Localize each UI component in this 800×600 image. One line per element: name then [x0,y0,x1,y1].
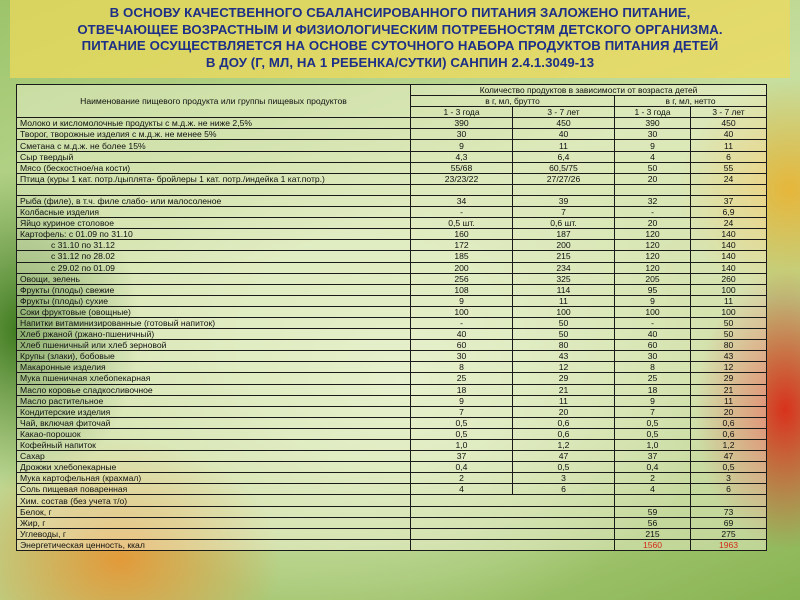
value-cell: 0,5 [411,428,513,439]
value-cell: 390 [615,118,691,129]
table-row [17,195,767,206]
title-line-1: В ОСНОВУ КАЧЕСТВЕННОГО СБАЛАНСИРОВАННОГО ПИТАНИЯ ЗАЛОЖЕНО ПИТАНИЕ, [109,5,691,20]
table-row [17,495,767,506]
value-cell: 20 [615,218,691,229]
value-cell: 18 [615,384,691,395]
table-row [17,262,767,273]
value-cell: 43 [691,351,767,362]
value-cell: 4 [615,151,691,162]
table-row [17,362,767,373]
product-name-cell: Какао-порошок [17,428,411,439]
product-name-cell: Молоко и кисломолочные продукты с м.д.ж. не ниже 2,5% [17,118,411,129]
value-cell: 47 [513,451,615,462]
value-cell: 11 [691,395,767,406]
product-name-cell: Сыр твердый [17,151,411,162]
table-row [17,162,767,173]
table-row [17,151,767,162]
table-row [17,451,767,462]
product-name-cell: Чай, включая фиточай [17,417,411,428]
value-cell: 0,5 шт. [411,218,513,229]
value-cell: 140 [691,262,767,273]
value-cell: 325 [513,273,615,284]
value-cell: 30 [411,129,513,140]
value-cell: 450 [513,118,615,129]
table-row [17,184,767,195]
value-cell: 450 [691,118,767,129]
value-cell: 2 [411,473,513,484]
value-cell: - [615,317,691,328]
value-cell: 0,5 [411,417,513,428]
value-cell: 25 [411,373,513,384]
product-name-cell: Фрукты (плоды) сухие [17,295,411,306]
value-cell: 260 [691,273,767,284]
empty-cell [615,495,691,506]
value-cell: 0,6 [513,417,615,428]
table-row [17,373,767,384]
product-name-cell: Птица (куры 1 кат. потр./цыплята- бройлеры 1 кат. потр./индейка 1 кат.потр.) [17,173,411,184]
product-name-cell: Мука картофельная (крахмал) [17,473,411,484]
value-cell: 6,9 [691,207,767,218]
value-cell: 11 [691,140,767,151]
product-name-cell: Творог, творожные изделия с м.д.ж. не менее 5% [17,129,411,140]
value-cell: 50 [615,162,691,173]
table-row [17,395,767,406]
value-cell: 29 [691,373,767,384]
value-cell: 95 [615,284,691,295]
value-cell: 4 [615,484,691,495]
product-name-cell: Напитки витаминизированные (готовый напиток) [17,317,411,328]
value-cell: - [411,317,513,328]
food-norms-table [16,84,767,551]
value-cell: 11 [691,295,767,306]
nutrient-value-cell: 1560 [615,539,691,550]
value-cell: 39 [513,195,615,206]
value-cell: 200 [411,262,513,273]
table-row [17,295,767,306]
value-cell: 9 [615,395,691,406]
value-cell [691,184,767,195]
value-cell: 2 [615,473,691,484]
nutrient-name-cell: Жир, г [17,517,411,528]
table-row [17,218,767,229]
value-cell: 0,6 [513,428,615,439]
value-cell: 30 [411,351,513,362]
table-row [17,129,767,140]
value-cell: 50 [691,317,767,328]
table-row [17,351,767,362]
value-cell: 1,0 [615,440,691,451]
value-cell: 21 [513,384,615,395]
value-cell: 120 [615,229,691,240]
value-cell: 8 [411,362,513,373]
table-row [17,140,767,151]
table-row [17,384,767,395]
value-cell: - [615,207,691,218]
value-cell: 100 [513,306,615,317]
value-cell: 100 [411,306,513,317]
value-cell [513,184,615,195]
value-cell: 25 [615,373,691,384]
nutrient-value-cell: 56 [615,517,691,528]
product-name-cell: Дрожжи хлебопекарные [17,462,411,473]
value-cell: 1,2 [513,440,615,451]
nutrient-name-cell: Белок, г [17,506,411,517]
table-row [17,284,767,295]
value-cell: 6 [691,151,767,162]
value-cell: 100 [691,284,767,295]
value-cell: 40 [411,329,513,340]
value-cell: 12 [513,362,615,373]
empty-cell [411,506,615,517]
value-cell: 12 [691,362,767,373]
value-cell: 8 [615,362,691,373]
value-cell: 100 [615,306,691,317]
product-name-cell: Овощи, зелень [17,273,411,284]
value-cell: 0,6 шт. [513,218,615,229]
value-cell: 29 [513,373,615,384]
value-cell: 11 [513,395,615,406]
table-row [17,440,767,451]
value-cell: 3 [513,473,615,484]
value-cell: 7 [411,406,513,417]
value-cell: 1,0 [411,440,513,451]
value-cell: 9 [411,295,513,306]
nutrient-value-cell: 73 [691,506,767,517]
value-cell: 256 [411,273,513,284]
value-cell: 7 [615,406,691,417]
value-cell: 37 [411,451,513,462]
title-banner [10,0,790,78]
value-cell: 24 [691,173,767,184]
value-cell: 20 [615,173,691,184]
value-cell: 40 [615,329,691,340]
empty-cell [691,495,767,506]
value-cell: 55/68 [411,162,513,173]
empty-cell [411,517,615,528]
value-cell: 200 [513,240,615,251]
table-row [17,207,767,218]
value-cell: 0,5 [513,462,615,473]
value-cell: 40 [691,129,767,140]
nutrient-value-cell: 1963 [691,539,767,550]
value-cell: 24 [691,218,767,229]
product-name-cell: Соки фруктовые (овощные) [17,306,411,317]
product-name-cell: Крупы (злаки), бобовые [17,351,411,362]
page-title [10,0,790,71]
table-row [17,173,767,184]
value-cell: 6 [691,484,767,495]
empty-cell [411,528,615,539]
product-name-cell: с 31.10 по 31.12 [17,240,411,251]
table-row [17,317,767,328]
value-cell: 140 [691,251,767,262]
table-row [17,251,767,262]
value-cell: 0,6 [691,428,767,439]
value-cell: 0,4 [615,462,691,473]
product-name-cell: Картофель: с 01.09 по 31.10 [17,229,411,240]
value-cell: 205 [615,273,691,284]
value-cell: 7 [513,207,615,218]
value-cell: 50 [691,329,767,340]
value-cell: 21 [691,384,767,395]
header-net: в г, мл, нетто [615,96,767,107]
value-cell: 40 [513,129,615,140]
value-cell: 9 [411,140,513,151]
value-cell: 30 [615,129,691,140]
table-row [17,484,767,495]
header-net-3-7: 3 - 7 лет [691,107,767,118]
header-gross-1-3: 1 - 3 года [411,107,513,118]
product-name-cell: Сметана с м.д.ж. не более 15% [17,140,411,151]
value-cell: 11 [513,295,615,306]
value-cell: 3 [691,473,767,484]
product-name-cell: Яйцо куриное столовое [17,218,411,229]
nutrient-value-cell: 275 [691,528,767,539]
product-name-cell: Хлеб ржаной (ржано-пшеничный) [17,329,411,340]
value-cell: 43 [513,351,615,362]
table-row [17,340,767,351]
product-name-cell: Кофейный напиток [17,440,411,451]
value-cell: 47 [691,451,767,462]
value-cell: 37 [615,451,691,462]
value-cell: 11 [513,140,615,151]
product-name-cell: Мука пшеничная хлебопекарная [17,373,411,384]
value-cell: 20 [691,406,767,417]
header-net-1-3: 1 - 3 года [615,107,691,118]
header-gross: в г, мл, брутто [411,96,615,107]
value-cell: 20 [513,406,615,417]
value-cell: 37 [691,195,767,206]
value-cell: 50 [513,317,615,328]
value-cell: 140 [691,229,767,240]
value-cell: 160 [411,229,513,240]
value-cell: 0,5 [691,462,767,473]
nutrient-name-cell: Энергетическая ценность, ккал [17,539,411,550]
title-line-3: ПИТАНИЕ ОСУЩЕСТВЛЯЕТСЯ НА ОСНОВЕ СУТОЧНОГО НАБОРА ПРОДУКТОВ ПИТАНИЯ ДЕТЕЙ [81,38,719,53]
product-name-cell: Масло коровье сладкосливочное [17,384,411,395]
table-row [17,229,767,240]
table-row [17,473,767,484]
nutrient-value-cell: 59 [615,506,691,517]
value-cell: 100 [691,306,767,317]
table-row [17,539,767,550]
header-quantity: Количество продуктов в зависимости от возраста детей [411,85,767,96]
value-cell: 0,4 [411,462,513,473]
table-row [17,517,767,528]
value-cell [411,184,513,195]
value-cell: 120 [615,251,691,262]
value-cell: 34 [411,195,513,206]
value-cell: 390 [411,118,513,129]
value-cell: 27/27/26 [513,173,615,184]
value-cell: 32 [615,195,691,206]
product-name-cell: Макаронные изделия [17,362,411,373]
table-row [17,462,767,473]
value-cell: 60 [411,340,513,351]
value-cell: 60 [615,340,691,351]
value-cell [615,184,691,195]
value-cell: 0,5 [615,417,691,428]
value-cell: 234 [513,262,615,273]
value-cell: 215 [513,251,615,262]
nutrient-name-cell: Углеводы, г [17,528,411,539]
value-cell: 120 [615,262,691,273]
value-cell: 140 [691,240,767,251]
table-row [17,417,767,428]
product-name-cell: с 29.02 по 01.09 [17,262,411,273]
value-cell: - [411,207,513,218]
table-row [17,118,767,129]
table-row [17,273,767,284]
product-name-cell: Кондитерские изделия [17,406,411,417]
title-line-4: В ДОУ (Г, МЛ, НА 1 РЕБЕНКА/СУТКИ) САНПИН 2.4.1.3049-13 [205,54,595,70]
value-cell: 50 [513,329,615,340]
value-cell: 18 [411,384,513,395]
table-row [17,240,767,251]
product-name-cell: Рыба (филе), в т.ч. филе слабо- или малосоленое [17,195,411,206]
product-name-cell: Сахар [17,451,411,462]
chem-section-title: Хим. состав (без учета т/о) [17,495,411,506]
value-cell: 187 [513,229,615,240]
product-name-cell [17,184,411,195]
value-cell: 9 [411,395,513,406]
value-cell: 6,4 [513,151,615,162]
value-cell: 1,2 [691,440,767,451]
value-cell: 60,5/75 [513,162,615,173]
value-cell: 55 [691,162,767,173]
value-cell: 9 [615,140,691,151]
product-name-cell: Масло растительное [17,395,411,406]
nutrient-value-cell: 215 [615,528,691,539]
value-cell: 0,5 [615,428,691,439]
value-cell: 80 [513,340,615,351]
product-name-cell: Колбасные изделия [17,207,411,218]
nutrient-value-cell: 69 [691,517,767,528]
header-gross-3-7: 3 - 7 лет [513,107,615,118]
title-line-2: ОТВЕЧАЮЩЕЕ ВОЗРАСТНЫМ И ФИЗИОЛОГИЧЕСКИМ ПОТРЕБНОСТЯМ ДЕТСКОГО ОРГАНИЗМА. [77,21,723,37]
table-row [17,306,767,317]
value-cell: 114 [513,284,615,295]
product-name-cell: Хлеб пшеничный или хлеб зерновой [17,340,411,351]
header-product-name: Наименование пищевого продукта или группы пищевых продуктов [17,85,411,118]
value-cell: 23/23/22 [411,173,513,184]
empty-cell [411,495,615,506]
value-cell: 6 [513,484,615,495]
value-cell: 80 [691,340,767,351]
table-row [17,406,767,417]
product-name-cell: Соль пищевая поваренная [17,484,411,495]
table-row [17,329,767,340]
value-cell: 4 [411,484,513,495]
table-row [17,528,767,539]
value-cell: 172 [411,240,513,251]
value-cell: 108 [411,284,513,295]
value-cell: 9 [615,295,691,306]
product-name-cell: с 31.12 по 28.02 [17,251,411,262]
table-row [17,506,767,517]
product-name-cell: Мясо (бескостное/на кости) [17,162,411,173]
value-cell: 30 [615,351,691,362]
empty-cell [411,539,615,550]
value-cell: 185 [411,251,513,262]
product-name-cell: Фрукты (плоды) свежие [17,284,411,295]
value-cell: 0,6 [691,417,767,428]
table-header-row [17,85,767,96]
table-row [17,428,767,439]
value-cell: 4,3 [411,151,513,162]
value-cell: 120 [615,240,691,251]
